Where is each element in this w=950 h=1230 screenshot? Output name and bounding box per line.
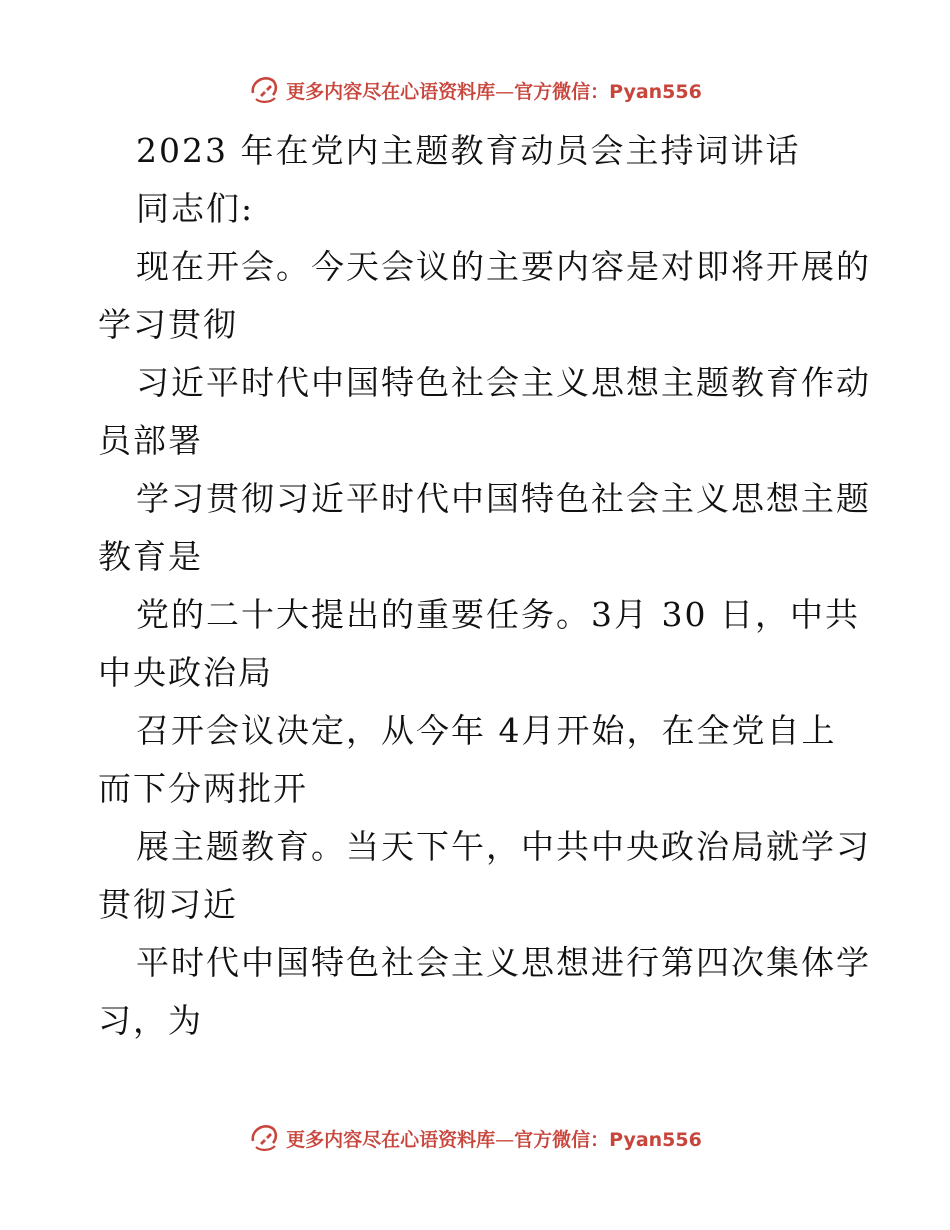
paragraph-line: 教育是 [98,537,203,576]
pen-nib-swirl-icon [248,73,282,107]
document-body [98,122,871,1050]
paragraph-line: 学习贯彻 [98,305,238,344]
paragraph-line: 习，为 [98,1001,203,1040]
paragraph-line: 贯彻习近 [98,885,238,924]
watermark-separator: — [495,1128,515,1151]
paragraph-line: 员部署 [98,421,203,460]
paragraph-line: 平时代中国特色社会主义思想进行第四次集体学 [136,943,871,982]
footer-watermark [0,1118,950,1158]
paragraph-line: 习近平时代中国特色社会主义思想主题教育作动 [136,363,871,402]
header-watermark-inner [248,73,702,107]
header-watermark [0,70,950,110]
paragraph-line: 而下分两批开 [98,769,308,808]
pen-nib-swirl-icon [248,1121,282,1155]
footer-watermark-inner [248,1121,702,1155]
salutation: 同志们: [136,189,255,228]
watermark-brand: 更多内容尽在心语资料库 [286,80,496,103]
document-title: 2023 年在党内主题教育动员会主持词讲话 [136,131,801,170]
paragraph-line: 展主题教育。当天下午，中共中央政治局就学习 [136,827,871,866]
watermark-brand: 更多内容尽在心语资料库 [286,1128,496,1151]
watermark-separator: — [495,80,515,103]
footer-watermark-text [286,1125,702,1152]
paragraph-line: 中央政治局 [98,653,273,692]
paragraph-line: 学习贯彻习近平时代中国特色社会主义思想主题 [136,479,871,518]
header-watermark-text [286,77,702,104]
watermark-wechat: 官方微信：Pyan556 [514,1128,702,1151]
watermark-wechat: 官方微信：Pyan556 [514,80,702,103]
paragraph-line: 召开会议决定，从今年 4月开始，在全党自上 [136,711,837,750]
paragraph-line: 现在开会。今天会议的主要内容是对即将开展的 [136,247,871,286]
paragraph-line: 党的二十大提出的重要任务。3月 30 日，中共 [136,595,860,634]
